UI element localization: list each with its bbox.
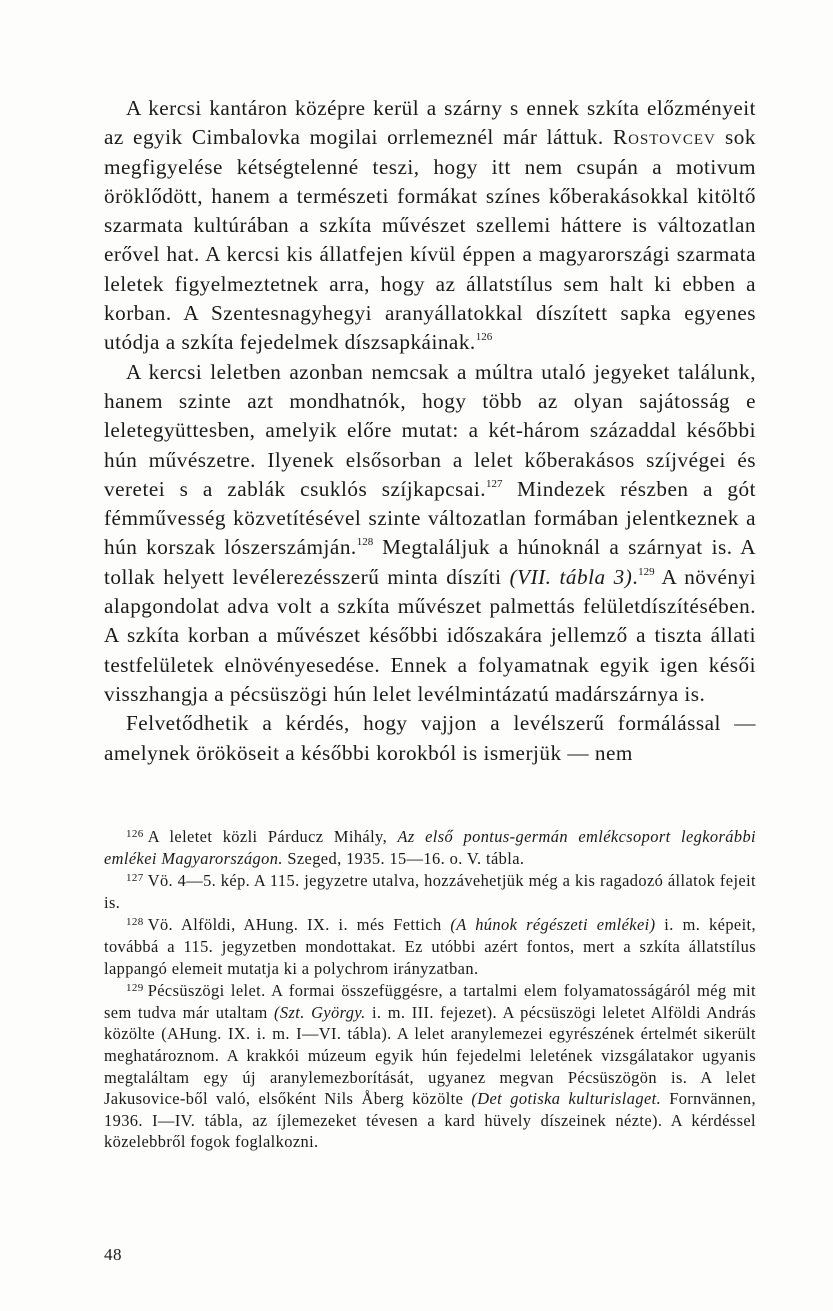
footnote-126: $^{126}$ A leletet közli Párducz Mihály, Az első pontus-germán emlékcsoport legkorábbi emlékei Magyarországon. Szeged, 1935. 15—16. o. V. tábla. xyxy=(104,827,756,868)
paragraph-3: Felvetődhetik a kérdés, hogy vajjon a levélszerű formálással — amelynek örököseit a későbbi korokból is ismerjük — nem xyxy=(104,711,756,765)
footnote-ref: 127 xyxy=(486,477,503,490)
paragraph-1: A kercsi kantáron középre kerül a szárny s ennek szkíta előzményeit az egyik Cimbalovka mogilai orrlemeznél már láttuk. Rostovcev sok megfigyelése kétségtelenné teszi, hogy itt nem csupán a motivum öröklődött, hanem a természeti formákat színes kőberakásokkal kitöltő szarmata kultúrában a szkíta művészet szellemi háttere is változatlan erővel hat. A kercsi kis állatfejen kívül éppen a magyarországi szarmata leletek figyelmeztetnek arra, hogy az állatstílus sem halt ki ebben a korban. A Szentesnagyhegyi aranyállatokkal díszített sapka egyenes utódja a szkíta fejedelmek díszsapkáinak.$^{126}$ xyxy=(104,96,756,355)
main-text xyxy=(104,94,756,768)
author-name-smallcaps: Rostovcev xyxy=(612,125,716,150)
footnotes xyxy=(104,826,756,1154)
footnote-number: 129 xyxy=(126,982,144,995)
footnote-number: 128 xyxy=(126,916,144,929)
paragraph-2: A kercsi leletben azonban nemcsak a múltra utaló jegyeket találunk, hanem szinte azt mondhatnók, hogy több az olyan sajátosság e leletegyüttesben, amelyik előre mutat: a két-három századdal későbbi hún művészetre. Ilyenek elsősorban a lelet kőberakásos szíjvégei és veretei s a zablák csuklós szíjkapcsai.$^{127}$ Mindezek részben a gót fémművesség közvetítésével szinte változatlan formában jelentkeznek a hún korszak lószerszámján.$^{128}$ Megtaláljuk a húnoknál a szárnyat is. A tollak helyett levélerezésszerű minta díszíti (VII. tábla 3).$^{129}$ A növényi alapgondolat adva volt a szkíta művészet palmettás felületdíszítésében. A szkíta korban a művészet későbbi időszakára jellemző a tiszta állati testfelületek elnövényesedése. Ennek a folyamatnak egyik igen késői visszhangja a pécsüszögi hún lelet levélmintázatú madárszárnya is. xyxy=(104,359,756,706)
footnote-128: $^{128}$ Vö. Alföldi, AHung. IX. i. més Fettich (A húnok régészeti emlékei) i. m. képeit, továbbá a 115. jegyzetben mondottakat. Ez utóbbi azért fontos, mert a szkíta állatstílus lappangó elemeit mutatja ki a polychrom irányzatban. xyxy=(104,915,756,978)
plate-reference: (VII. tábla 3) xyxy=(509,564,633,589)
footnote-ref: 126 xyxy=(475,331,493,344)
footnote-number: 126 xyxy=(126,828,144,840)
footnote-number: 127 xyxy=(126,872,144,885)
footnote-127: $^{127}$ Vö. 4—5. kép. A 115. jegyzetre utalva, hozzávehetjük még a kis ragadozó állatok fejeit is. xyxy=(104,871,756,912)
footnote-129: $^{129}$ Pécsüszögi lelet. A formai összefüggésre, a tartalmi elem folyamatosságáról még mit sem tudva már utaltam (Szt. György. i. m. III. fejezet). A pécsüszögi leletet Alföldi András közölte (AHung. IX. i. m. I—VI. tábla). A lelet aranylemezei egyrészének értelmét sikerült meghatároznom. A krakkói múzeum egyik hún fejedelmi leletének vizsgálatakor ugyanis megtaláltam egy új aranylemezborítását, ugyanez megvan Pécsüszögön is. A lelet Jakusovice-ből való, elsőként Nils Åberg közölte (Det gotiska kulturislaget. Fornvännen, 1936. I—IV. tábla, az íjlemezeket tévesen a kard hüvely díszeinek nézte). A kérdéssel közelebbről fogok foglalkozni. xyxy=(104,981,756,1152)
footnote-ref: 128 xyxy=(356,536,374,549)
page-number: 48 xyxy=(104,1245,122,1264)
footnote-ref: 129 xyxy=(638,565,655,578)
